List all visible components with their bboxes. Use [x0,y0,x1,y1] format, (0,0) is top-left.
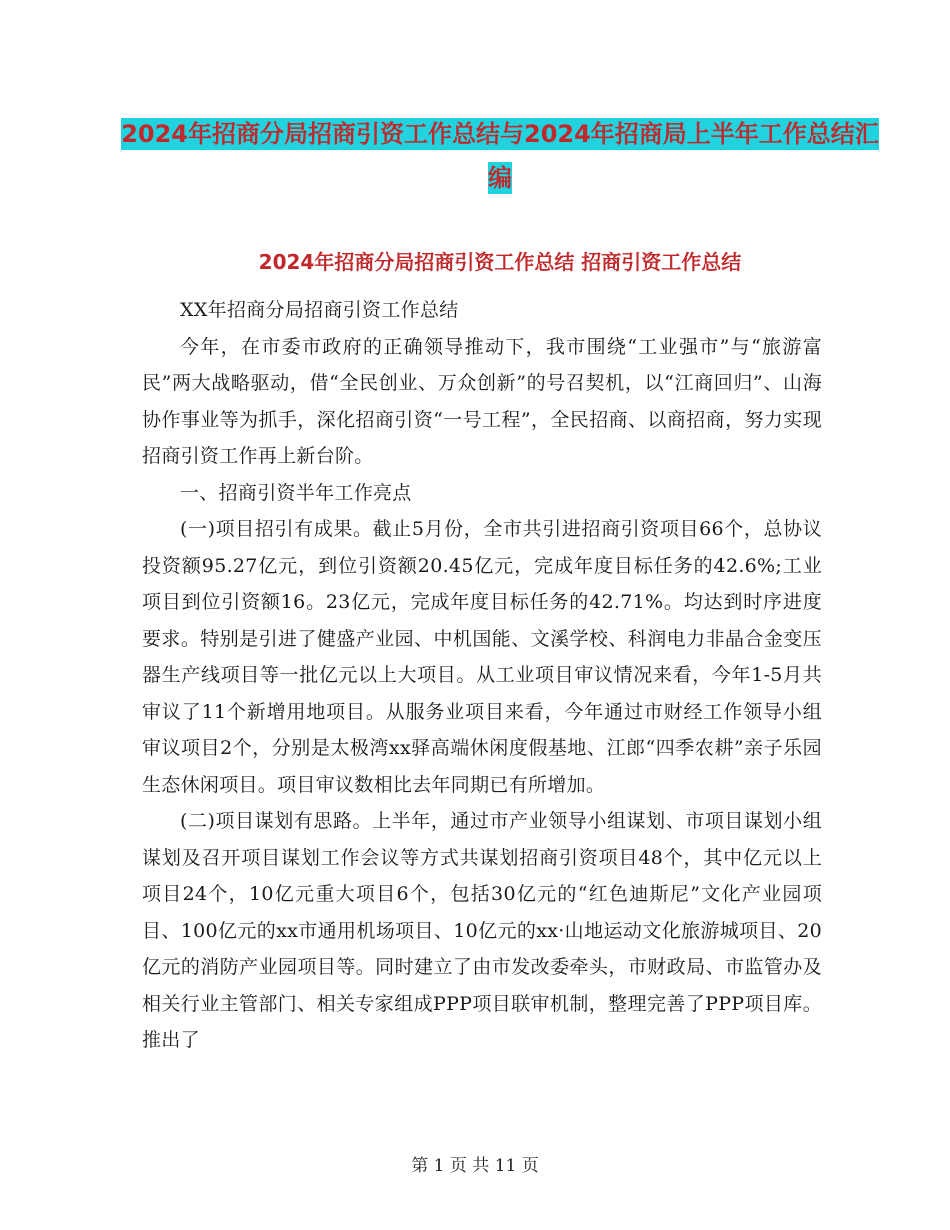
paragraph-section-heading: 一、招商引资半年工作亮点 [180,481,412,504]
page-footer: 第 1 页 共 11 页 [411,1156,539,1176]
section-title: 2024年招商分局招商引资工作总结 招商引资工作总结 [258,250,742,274]
paragraph-item-1: (一)项目招引有成果。截止5月份，全市共引进招商引资项目66个，总协议投资额95.27亿元，到位引资额20.45亿元，完成年度目标任务的42.6%;工业项目到位引资额16。23亿元，完成年度目标任务的42.71%。均达到时序进度要求。特别是引进了健盛产业园、中机国能、文溪学校、科润电力非晶合金变压器生产线项目等一批亿元以上大项目。从工业项目审议情况来看，今年1-5月共审议了11个新增用地项目。从服务业项目来看，今年通过市财经工作领导小组审议项目2个，分别是太极湾xx驿高端休闲度假基地、江郎“四季农耕”亲子乐园生态休闲项目。项目审议数相比去年同期已有所增加。 [142,518,822,796]
document-title-text: 2024年招商分局招商引资工作总结与2024年招商局上半年工作总结汇编 [121,120,879,192]
paragraph-heading: XX年招商分局招商引资工作总结 [180,299,459,321]
document-body [142,292,822,1059]
paragraph-intro: 今年，在市委市政府的正确领导推动下，我市围绕“工业强市”与“旅游富民”两大战略驱动，借“全民创业、万众创新”的号召契机，以“江商回归”、山海协作事业等为抓手，深化招商引资“一号工程”，全民招商、以商招商，努力实现招商引资工作再上新台阶。 [142,335,822,467]
paragraph-item-2: (二)项目谋划有思路。上半年，通过市产业领导小组谋划、市项目谋划小组谋划及召开项目谋划工作会议等方式共谋划招商引资项目48个，其中亿元以上项目24个，10亿元重大项目6个，包括30亿元的“红色迪斯尼”文化产业园项目、100亿元的xx市通用机场项目、10亿元的xx·山地运动文化旅游城项目、20亿元的消防产业园项目等。同时建立了由市发改委牵头，市财政局、市监管办及相关行业主管部门、相关专家组成PPP项目联审机制，整理完善了PPP项目库。推出了 [142,810,822,1051]
document-title [120,112,880,200]
